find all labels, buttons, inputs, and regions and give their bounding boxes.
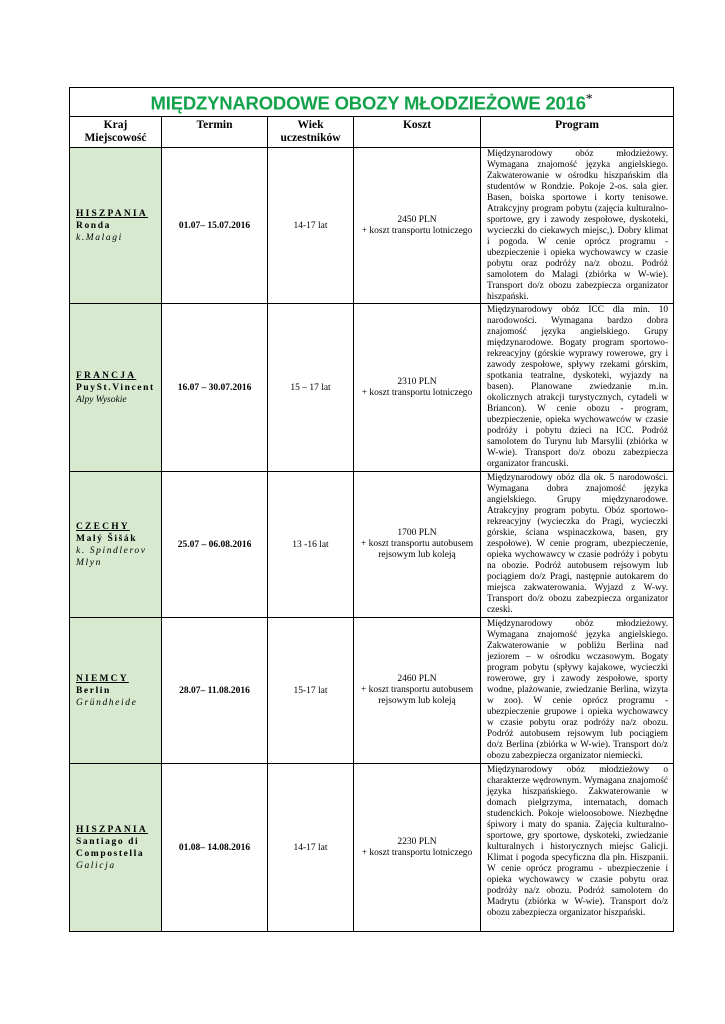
cost-cell — [354, 618, 481, 764]
age-cell: 13 -16 lat — [268, 472, 354, 618]
age-cell: 14-17 lat — [268, 764, 354, 932]
city-name: Berlin — [76, 685, 111, 696]
table-row — [70, 764, 674, 932]
header-place-label: Miejscowość — [84, 132, 147, 144]
header-term: Termin — [162, 117, 268, 148]
country-cell — [70, 148, 162, 304]
country-name: FRANCJA — [76, 370, 137, 381]
header-program: Program — [481, 117, 674, 148]
table-row — [70, 304, 674, 472]
transport-note: + koszt transportu lotniczego — [361, 387, 473, 398]
region-name: Galicja — [76, 860, 116, 871]
transport-note: + koszt transportu autobusem rejsowym lub koleją — [360, 539, 474, 560]
region-name: Gründheide — [76, 697, 138, 708]
age-cell: 15 – 17 lat — [268, 304, 354, 472]
country-cell — [70, 764, 162, 932]
term-cell: 16.07 – 30.07.2016 — [162, 304, 268, 472]
country-name: HISZPANIA — [76, 824, 148, 835]
cost-cell — [354, 304, 481, 472]
country-cell — [70, 618, 162, 764]
price: 1700 PLN — [397, 528, 437, 538]
header-cost: Koszt — [354, 117, 481, 148]
price: 2310 PLN — [397, 376, 437, 387]
region-name: k. Spindlerov Mlyn — [76, 545, 147, 568]
title-asterisk: * — [585, 90, 593, 106]
term-cell: 28.07– 11.08.2016 — [162, 618, 268, 764]
cost-cell — [354, 148, 481, 304]
city-name: Ronda — [76, 220, 111, 231]
transport-note: + koszt transportu lotniczego — [361, 847, 473, 858]
country-cell — [70, 472, 162, 618]
header-country-label: Kraj — [103, 119, 128, 131]
term-cell: 01.08– 14.08.2016 — [162, 764, 268, 932]
header-age-line1: Wiek — [297, 119, 324, 131]
transport-note: + koszt transportu autobusem rejsowym lub koleją — [360, 685, 474, 706]
camps-table — [69, 87, 674, 932]
program-cell: Międzynarodowy obóz dla ok. 5 narodowości. Wymagana dobra znajomość języka angielskiego. Grupy międzynarodowe. Atrakcyjny program pobytu. Obóz sportowo-rekreacyjny (wycieczka do Pragi, wycieczki górskie, ściana wspinaczkowa, basen, gry zespołowe). W cenie program, ubezpieczenie, opieka wychowawcy w czasie podróży i pobytu na obozie. Podróż autobusem rejsowym lub pociągiem do/z Pragi, następnie autokarem do miejsca zakwaterowania. Wyjazd z W-wy. Transport do/z obozu zabezpiecza organizator czeski. — [481, 472, 674, 618]
age-cell: 14-17 lat — [268, 148, 354, 304]
cost-cell — [354, 764, 481, 932]
program-cell: Międzynarodowy obóz młodzieżowy. Wymagana znajomość języka angielskiego. Zakwaterowanie w ośrodku hiszpańskim dla studentów w Rondzie. Pokoje 2-os. sala gier. Basen, boiska sportowe i korty tenisowe. Atrakcyjny program pobytu (zajęcia kulturalno-sportowe, gry i zawody zespołowe, dyskoteki, wycieczki do ciekawych miejsc,). Dobry klimat i pogoda. W cenie oprócz programu - ubezpieczenie i opieka wychowawcy w czasie pobytu oraz podróży na/z obozu. Podróż samolotem do Malagi (zbiórka w W-wie). Transport do/z obozu zabezpiecza organizator hiszpański. — [481, 148, 674, 304]
program-cell: Międzynarodowy obóz młodzieżowy. Wymagana znajomość języka angielskiego. Zakwaterowanie w pobliżu Berlina nad jeziorem – w ośrodku wczasowym. Bogaty program pobytu (spływy kajakowe, wycieczki rowerowe, gry i zawody zespołowe, sporty wodne, plażowanie, zwiedzanie Berlina, wizyta w zoo). W cenie oprócz programu - ubezpieczenie grupowe i opieka wychowawcy w czasie pobytu oraz podróży na/z obozu. Podróż autobusem rejsowym lub pociągiem do/z Berlina (zbiórka w W-wie). Transport do/z obozu zabezpiecza organizator niemiecki. — [481, 618, 674, 764]
term-cell: 25.07 – 06.08.2016 — [162, 472, 268, 618]
price: 2230 PLN — [397, 836, 437, 847]
city-name: Malý Šišák — [76, 533, 138, 544]
table-row — [70, 148, 674, 304]
header-country — [70, 117, 162, 148]
cost-cell — [354, 472, 481, 618]
country-name: HISZPANIA — [76, 208, 148, 219]
transport-note: + koszt transportu lotniczego — [361, 225, 473, 236]
country-name: NIEMCY — [76, 673, 129, 684]
age-cell: 15-17 lat — [268, 618, 354, 764]
city-name: PuySt.Vincent — [76, 382, 155, 393]
term-cell: 01.07– 15.07.2016 — [162, 148, 268, 304]
header-age — [268, 117, 354, 148]
price: 2450 PLN — [397, 214, 437, 225]
table-row — [70, 618, 674, 764]
page-title: MIĘDZYNARODOWE OBOZY MŁODZIEŻOWE 2016 — [150, 92, 586, 113]
price: 2460 PLN — [397, 674, 437, 684]
city-name: Santiago di Compostella — [76, 836, 145, 859]
program-cell: Międzynarodowy obóz ICC dla min. 10 narodowości. Wymagana bardzo dobra znajomość języka angielskiego. Grupy międzynarodowe. Bogaty program sportowo-rekreacyjny (górskie wyprawy rowerowe, gry i zawody zespołowe, spływy rzekami górskim, spotkania teatralne, dyskoteki, wyjazdy na basen). Planowane zwiedzanie m.in. okolicznych atrakcji turystycznych, cytadeli w Briancon). W cenie obozu - program, ubezpieczenie, opieka wychowawców w czasie podróży i pobytu dzieci na ICC. Podróż samolotem do Turynu lub Marsylii (zbiórka w W-wie). Transport do/z obozu zabezpiecza organizator francuski. — [481, 304, 674, 472]
table-row — [70, 472, 674, 618]
country-name: CZECHY — [76, 521, 130, 532]
program-cell: Międzynarodowy obóz młodzieżowy o charakterze wędrownym. Wymagana znajomość języka hiszpańskiego. Zakwaterowanie w domach pielgrzyma, internatach, domach studenckich. Pokoje wieloosobowe. Niezbędne śpiwory i maty do spania. Zajęcia kulturalno-sportowe, gry sportowe, dyskoteki, zwiedzanie kulturalnych i historycznych miejsc Galicji. Klimat i pogoda specyficzna dla płn. Hiszpanii. W cenie oprócz programu - ubezpieczenie i opieka wychowawcy w czasie pobytu oraz podróży na/z obozu. Podróż samolotem do Madrytu (zbiórka w W-wie). Transport do/z obozu zabezpiecza organizator hiszpański. — [481, 764, 674, 932]
camps-document — [69, 87, 673, 932]
header-age-line2: uczestników — [280, 132, 341, 144]
region-name: k.Malagi — [76, 232, 123, 243]
title-cell — [70, 88, 674, 117]
region-name: Alpy Wysokie — [76, 394, 127, 405]
header-row — [70, 117, 674, 148]
country-cell — [70, 304, 162, 472]
